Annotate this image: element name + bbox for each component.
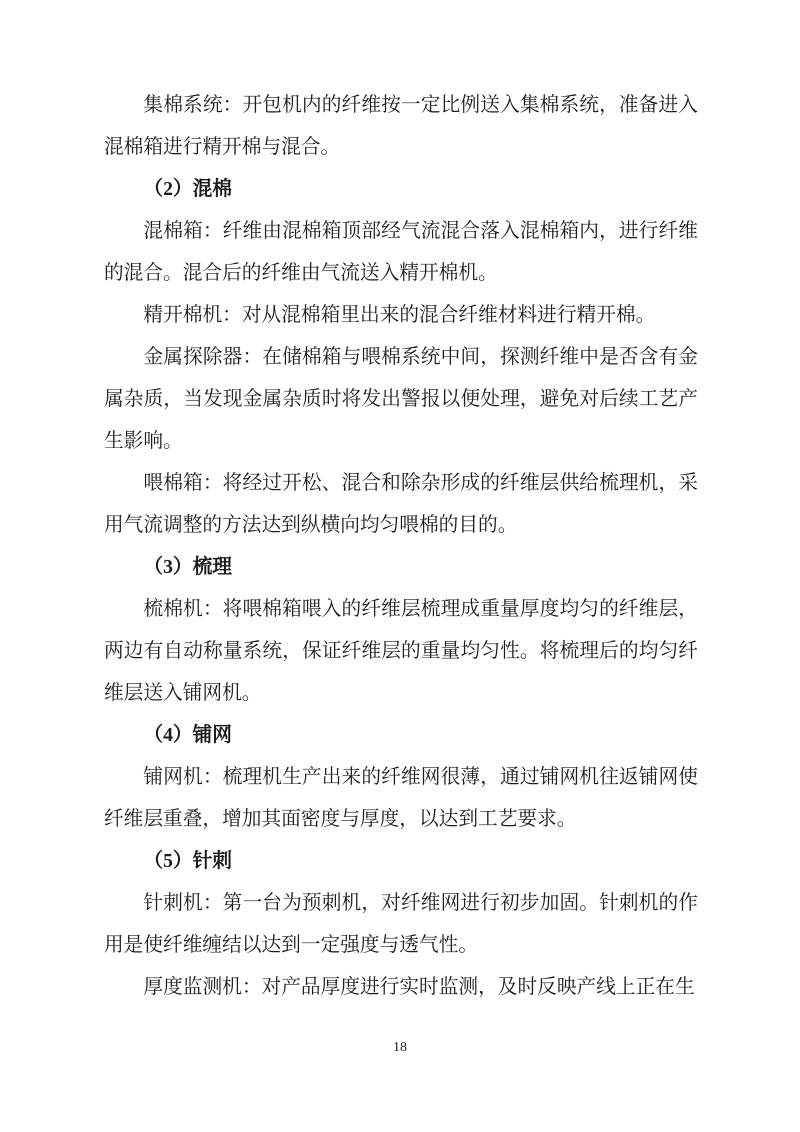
paragraph-feeding-box: 喂棉箱：将经过开松、混合和除杂形成的纤维层供给梳理机，采用气流调整的方法达到纵横向均匀喂棉的目的。 <box>104 472 698 536</box>
page-body-text <box>104 84 698 1008</box>
section-heading-4-lapping: （4）铺网 <box>143 724 232 746</box>
page-number: 18 <box>393 1040 407 1055</box>
page-footer <box>0 1038 800 1058</box>
paragraph-thickness-monitor: 厚度监测机：对产品厚度进行实时监测，及时反映产线上正在生 <box>143 976 695 998</box>
section-heading-2-mixing: （2）混棉 <box>143 178 232 200</box>
paragraph-needling-machine: 针刺机：第一台为预刺机，对纤维网进行初步加固。针刺机的作用是使纤维缠结以达到一定强度与透气性。 <box>104 892 698 956</box>
paragraph-carding-machine: 梳棉机：将喂棉箱喂入的纤维层梳理成重量厚度均匀的纤维层，两边有自动称量系统，保证纤维层的重量均匀性。将梳理后的均匀纤维层送入铺网机。 <box>104 598 698 704</box>
paragraph-fine-opener: 精开棉机：对从混棉箱里出来的混合纤维材料进行精开棉。 <box>143 304 656 326</box>
section-heading-5-needling: （5）针刺 <box>143 850 232 872</box>
paragraph-lapping-machine: 铺网机：梳理机生产出来的纤维网很薄，通过铺网机往返铺网使纤维层重叠，增加其面密度与厚度，以达到工艺要求。 <box>104 766 698 830</box>
section-heading-3-carding: （3）梳理 <box>143 556 232 578</box>
paragraph-collection-system: 集棉系统：开包机内的纤维按一定比例送入集棉系统，准备进入混棉箱进行精开棉与混合。 <box>104 94 698 158</box>
paragraph-mixing-box: 混棉箱：纤维由混棉箱顶部经气流混合落入混棉箱内，进行纤维的混合。混合后的纤维由气流送入精开棉机。 <box>104 220 698 284</box>
paragraph-metal-detector: 金属探除器：在储棉箱与喂棉系统中间，探测纤维中是否含有金属杂质，当发现金属杂质时将发出警报以便处理，避免对后续工艺产生影响。 <box>104 346 698 452</box>
